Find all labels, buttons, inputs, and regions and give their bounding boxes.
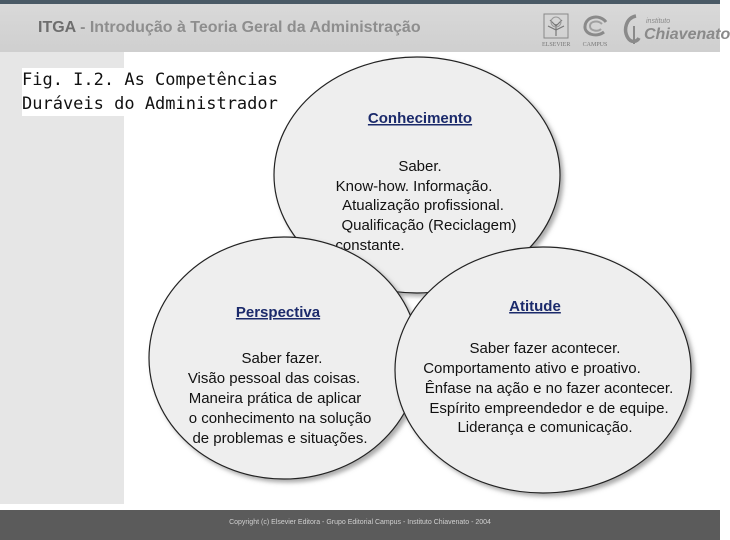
perspectiva-line-5: de problemas e situações. bbox=[192, 430, 368, 447]
chiavenato-name-label: Chiavenato bbox=[644, 26, 730, 43]
conhecimento-line-1: Saber. bbox=[398, 158, 442, 175]
perspectiva-line-4: o conhecimento na solução bbox=[188, 410, 372, 427]
perspectiva-line-1: Saber fazer. bbox=[241, 350, 323, 367]
caption-line-1: Fig. I.2. As Competências bbox=[22, 70, 278, 90]
atitude-line-3: Ênfase na ação e no fazer acontecer. bbox=[424, 380, 674, 397]
header-title-text: - Introdução à Teoria Geral da Administração bbox=[75, 19, 421, 36]
circle-atitude bbox=[395, 247, 691, 493]
footer-bar bbox=[0, 510, 720, 540]
atitude-line-2: Comportamento ativo e proativo. bbox=[423, 360, 641, 377]
chiavenato-institute-label: instituto bbox=[646, 18, 671, 25]
header-brand: ITGA bbox=[38, 19, 76, 36]
atitude-line-4: Espírito empreendedor e de equipe. bbox=[429, 400, 669, 417]
conhecimento-line-3: Atualização profissional. bbox=[342, 197, 504, 214]
conhecimento-line-4: Qualificação (Reciclagem) bbox=[341, 217, 517, 234]
copyright-text: Copyright (c) Elsevier Editora - Grupo Editorial Campus - Instituto Chiavenato - 2004 bbox=[229, 519, 491, 526]
perspectiva-title: Perspectiva bbox=[235, 304, 321, 321]
campus-label: CAMPUS bbox=[582, 42, 608, 48]
circle-perspectiva bbox=[149, 237, 419, 479]
atitude-line-1: Saber fazer acontecer. bbox=[469, 340, 621, 357]
perspectiva-line-2: Visão pessoal das coisas. bbox=[187, 370, 361, 387]
conhecimento-title: Conhecimento bbox=[367, 110, 473, 127]
caption-line-2: Duráveis do Administrador bbox=[22, 94, 278, 114]
atitude-title: Atitude bbox=[509, 298, 561, 315]
conhecimento-line-5: constante. bbox=[335, 237, 405, 254]
perspectiva-line-3: Maneira prática de aplicar bbox=[188, 390, 362, 407]
conhecimento-line-2: Know-how. Informação. bbox=[335, 178, 493, 195]
elsevier-label: ELSEVIER bbox=[542, 42, 571, 48]
atitude-line-5: Liderança e comunicação. bbox=[457, 419, 633, 436]
